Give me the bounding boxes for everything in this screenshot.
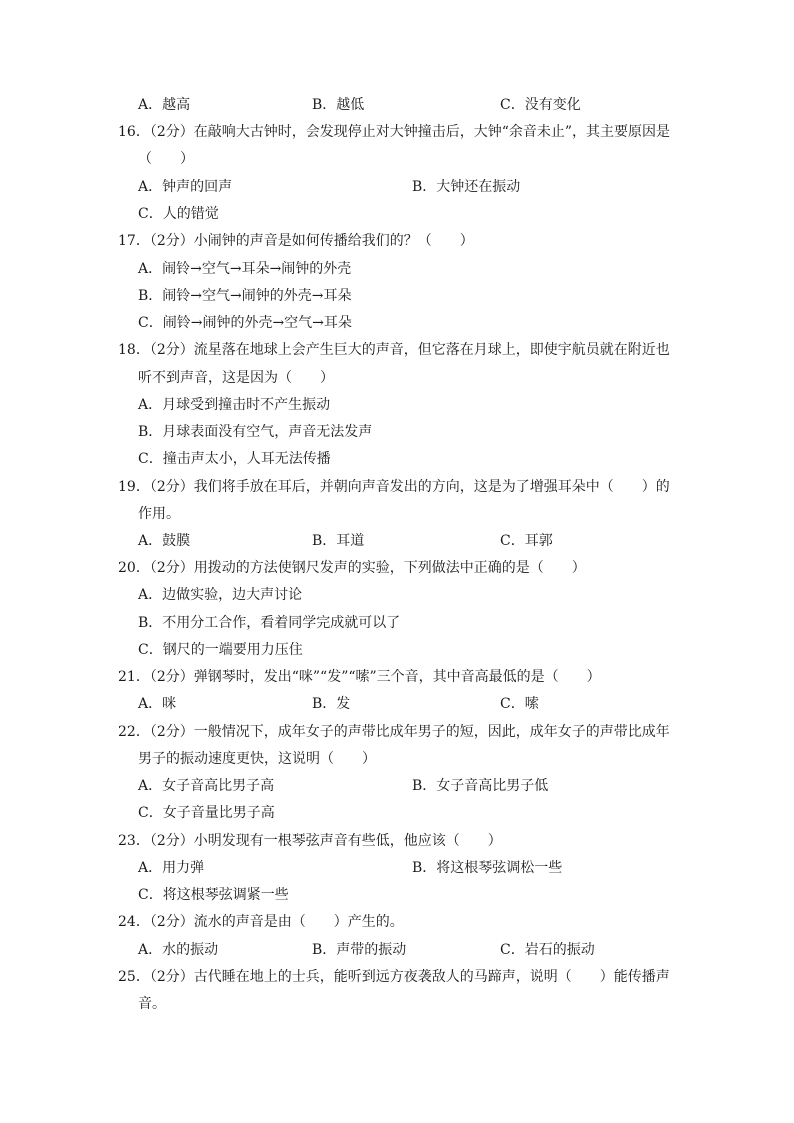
q19-stem-cont: 作用。 — [138, 506, 180, 522]
q15-option-c[interactable]: C．没有变化 — [500, 97, 581, 113]
q15-option-a[interactable]: A．越高 — [138, 97, 191, 113]
q19-stem: 19．（2分）我们将手放在耳后，并朝向声音发出的方向，这是为了增强耳朵中（ ）的 — [118, 479, 670, 495]
q18-option-c[interactable]: C．撞击声太小，人耳无法传播 — [138, 451, 331, 467]
q17-stem: 17．（2分）小闹钟的声音是如何传播给我们的？（ ） — [118, 233, 474, 249]
q22-stem-cont: 男子的振动速度更快，这说明（ ） — [138, 751, 376, 767]
q19-option-a[interactable]: A．鼓膜 — [138, 533, 191, 549]
q18-option-a[interactable]: A．月球受到撞击时不产生振动 — [138, 397, 331, 413]
q23-stem: 23．（2分）小明发现有一根琴弦声音有些低，他应该（ ） — [118, 833, 502, 849]
q23-option-a[interactable]: A．用力弹 — [138, 860, 205, 876]
q16-option-b[interactable]: B．大钟还在振动 — [412, 179, 521, 195]
q22-option-b[interactable]: B．女子音高比男子低 — [412, 778, 549, 794]
q22-stem: 22．（2分）一般情况下，成年女子的声带比成年男子的短，因此，成年女子的声带比成年 — [118, 724, 670, 740]
q16-option-a[interactable]: A．钟声的回声 — [138, 179, 233, 195]
q21-option-c[interactable]: C．嗦 — [500, 696, 539, 712]
q18-stem-cont: 听不到声音，这是因为（ ） — [138, 370, 334, 386]
q25-stem: 25．（2分）古代睡在地上的士兵，能听到远方夜袭敌人的马蹄声，说明（ ）能传播声 — [118, 969, 670, 985]
q19-option-c[interactable]: C．耳郭 — [500, 533, 553, 549]
q16-stem: 16．（2分）在敲响大古钟时，会发现停止对大钟撞击后，大钟“余音未止”，其主要原因是 — [118, 124, 671, 140]
q20-option-b[interactable]: B．不用分工合作，看着同学完成就可以了 — [138, 615, 401, 631]
q20-stem: 20．（2分）用拨动的方法使钢尺发声的实验，下列做法中正确的是（ ） — [118, 560, 586, 576]
q24-option-c[interactable]: C．岩石的振动 — [500, 942, 595, 958]
q15-option-b[interactable]: B．越低 — [312, 97, 365, 113]
q20-option-c[interactable]: C．钢尺的一端要用力压住 — [138, 642, 303, 658]
q23-option-c[interactable]: C．将这根琴弦调紧一些 — [138, 887, 289, 903]
q21-option-a[interactable]: A．咪 — [138, 696, 177, 712]
q24-option-a[interactable]: A．水的振动 — [138, 942, 219, 958]
q25-stem-cont: 音。 — [138, 996, 166, 1012]
q23-option-b[interactable]: B．将这根琴弦调松一些 — [412, 860, 563, 876]
q20-option-a[interactable]: A．边做实验，边大声讨论 — [138, 587, 303, 603]
q22-option-a[interactable]: A．女子音高比男子高 — [138, 778, 275, 794]
q17-option-c[interactable]: C．闹铃→闹钟的外壳→空气→耳朵 — [138, 315, 352, 331]
q22-option-c[interactable]: C．女子音量比男子高 — [138, 805, 275, 821]
q21-stem: 21．（2分）弹钢琴时，发出“咪”“发”“嗦”三个音，其中音高最低的是（ ） — [118, 669, 601, 685]
q24-stem: 24．（2分）流水的声音是由（ ）产生的。 — [118, 914, 404, 930]
q16-option-c[interactable]: C．人的错觉 — [138, 206, 219, 222]
q24-option-b[interactable]: B．声带的振动 — [312, 942, 407, 958]
q18-stem: 18．（2分）流星落在地球上会产生巨大的声音，但它落在月球上，即使宇航员就在附近也 — [118, 342, 670, 358]
q17-option-a[interactable]: A．闹铃→空气→耳朵→闹钟的外壳 — [138, 261, 352, 277]
q21-option-b[interactable]: B．发 — [312, 696, 351, 712]
q18-option-b[interactable]: B．月球表面没有空气，声音无法发声 — [138, 424, 373, 440]
q19-option-b[interactable]: B．耳道 — [312, 533, 365, 549]
q16-stem-cont: （ ） — [138, 151, 194, 167]
q17-option-b[interactable]: B．闹铃→空气→闹钟的外壳→耳朵 — [138, 288, 352, 304]
